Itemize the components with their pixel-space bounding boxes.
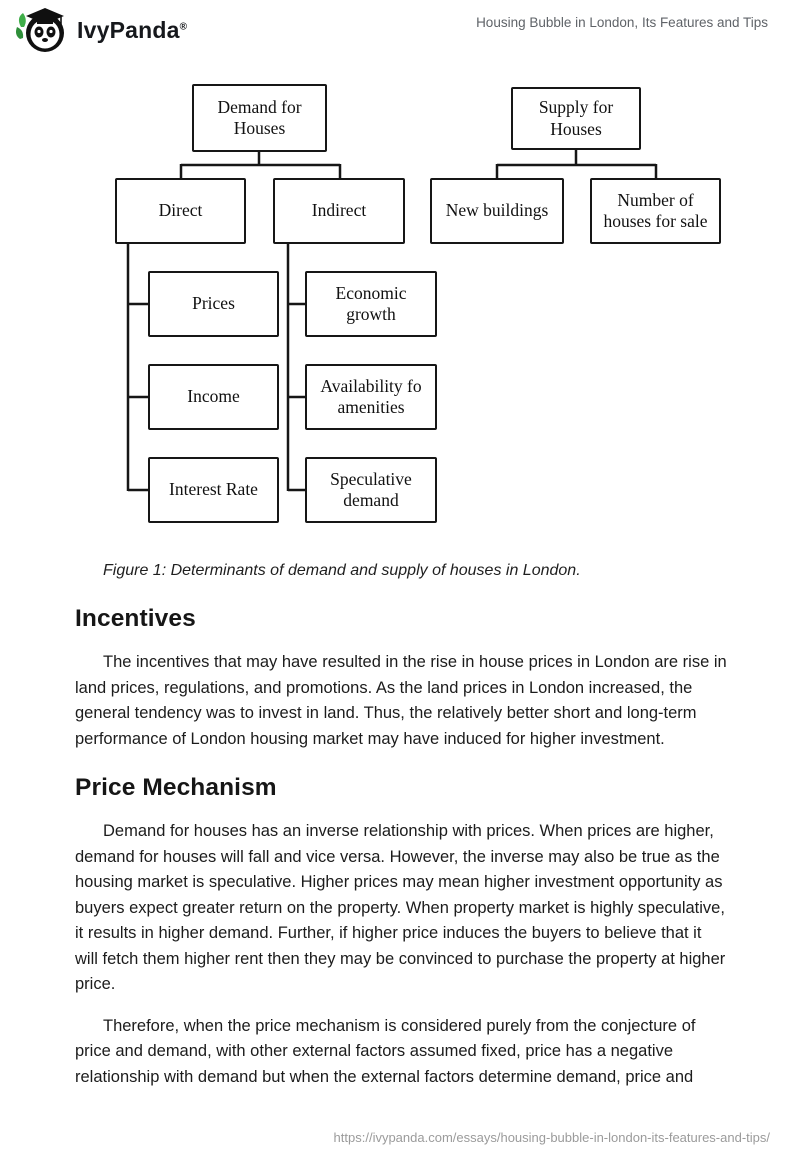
figure-diagram	[0, 0, 800, 548]
registered-mark: ®	[179, 20, 188, 32]
node-availability-of-amenities: Availability fo amenities	[305, 364, 437, 430]
node-new-buildings: New buildings	[430, 178, 564, 244]
node-number-of-houses-for-sale: Number of houses for sale	[590, 178, 721, 244]
heading-price-mechanism: Price Mechanism	[75, 774, 277, 801]
paragraph-incentives-1: The incentives that may have resulted in the rise in house prices in London are rise in land prices, regulations, and promotions. As the land prices in London increased, the general tendency was to invest in land. Thus, the relatively better short and long-term performance of London housing market may have induced for higher investment.	[75, 653, 727, 748]
paragraph-price-mechanism-2: Therefore, when the price mechanism is considered purely from the conjecture of price and demand, with other external factors assumed fixed, price has a negative relationship with demand but when the external factors determine demand, price and	[75, 1016, 696, 1086]
node-interest-rate: Interest Rate	[148, 457, 279, 523]
page-footer	[334, 1129, 770, 1147]
node-indirect: Indirect	[273, 178, 405, 244]
document-title: Housing Bubble in London, Its Features and Tips	[476, 15, 768, 30]
heading-incentives: Incentives	[75, 605, 196, 632]
node-demand-for-houses: Demand for Houses	[192, 84, 327, 152]
source-url-link[interactable]: https://ivypanda.com/essays/housing-bubble-in-london-its-features-and-tips/	[333, 1130, 770, 1145]
node-speculative-demand: Speculative demand	[305, 457, 437, 523]
node-prices: Prices	[148, 271, 279, 337]
figure-caption: Figure 1: Determinants of demand and supply of houses in London.	[103, 562, 581, 579]
node-income: Income	[148, 364, 279, 430]
node-direct: Direct	[115, 178, 246, 244]
node-supply-for-houses: Supply for Houses	[511, 87, 641, 150]
article-body	[75, 601, 727, 1106]
node-economic-growth: Economic growth	[305, 271, 437, 337]
paragraph-price-mechanism-1: Demand for houses has an inverse relationship with prices. When prices are higher, demand for houses will fall and vice versa. However, the inverse may also be true as the housing market is speculative. Higher prices may mean higher investment opportunity as buyers expect greater return on the property. When property market is highly speculative, it results in higher demand. Further, if higher price induces the buyers to believe that it will fetch them higher rent then they may be convinced to purchase the property at higher price.	[75, 822, 726, 993]
brand-name: IvyPanda®	[77, 16, 188, 43]
